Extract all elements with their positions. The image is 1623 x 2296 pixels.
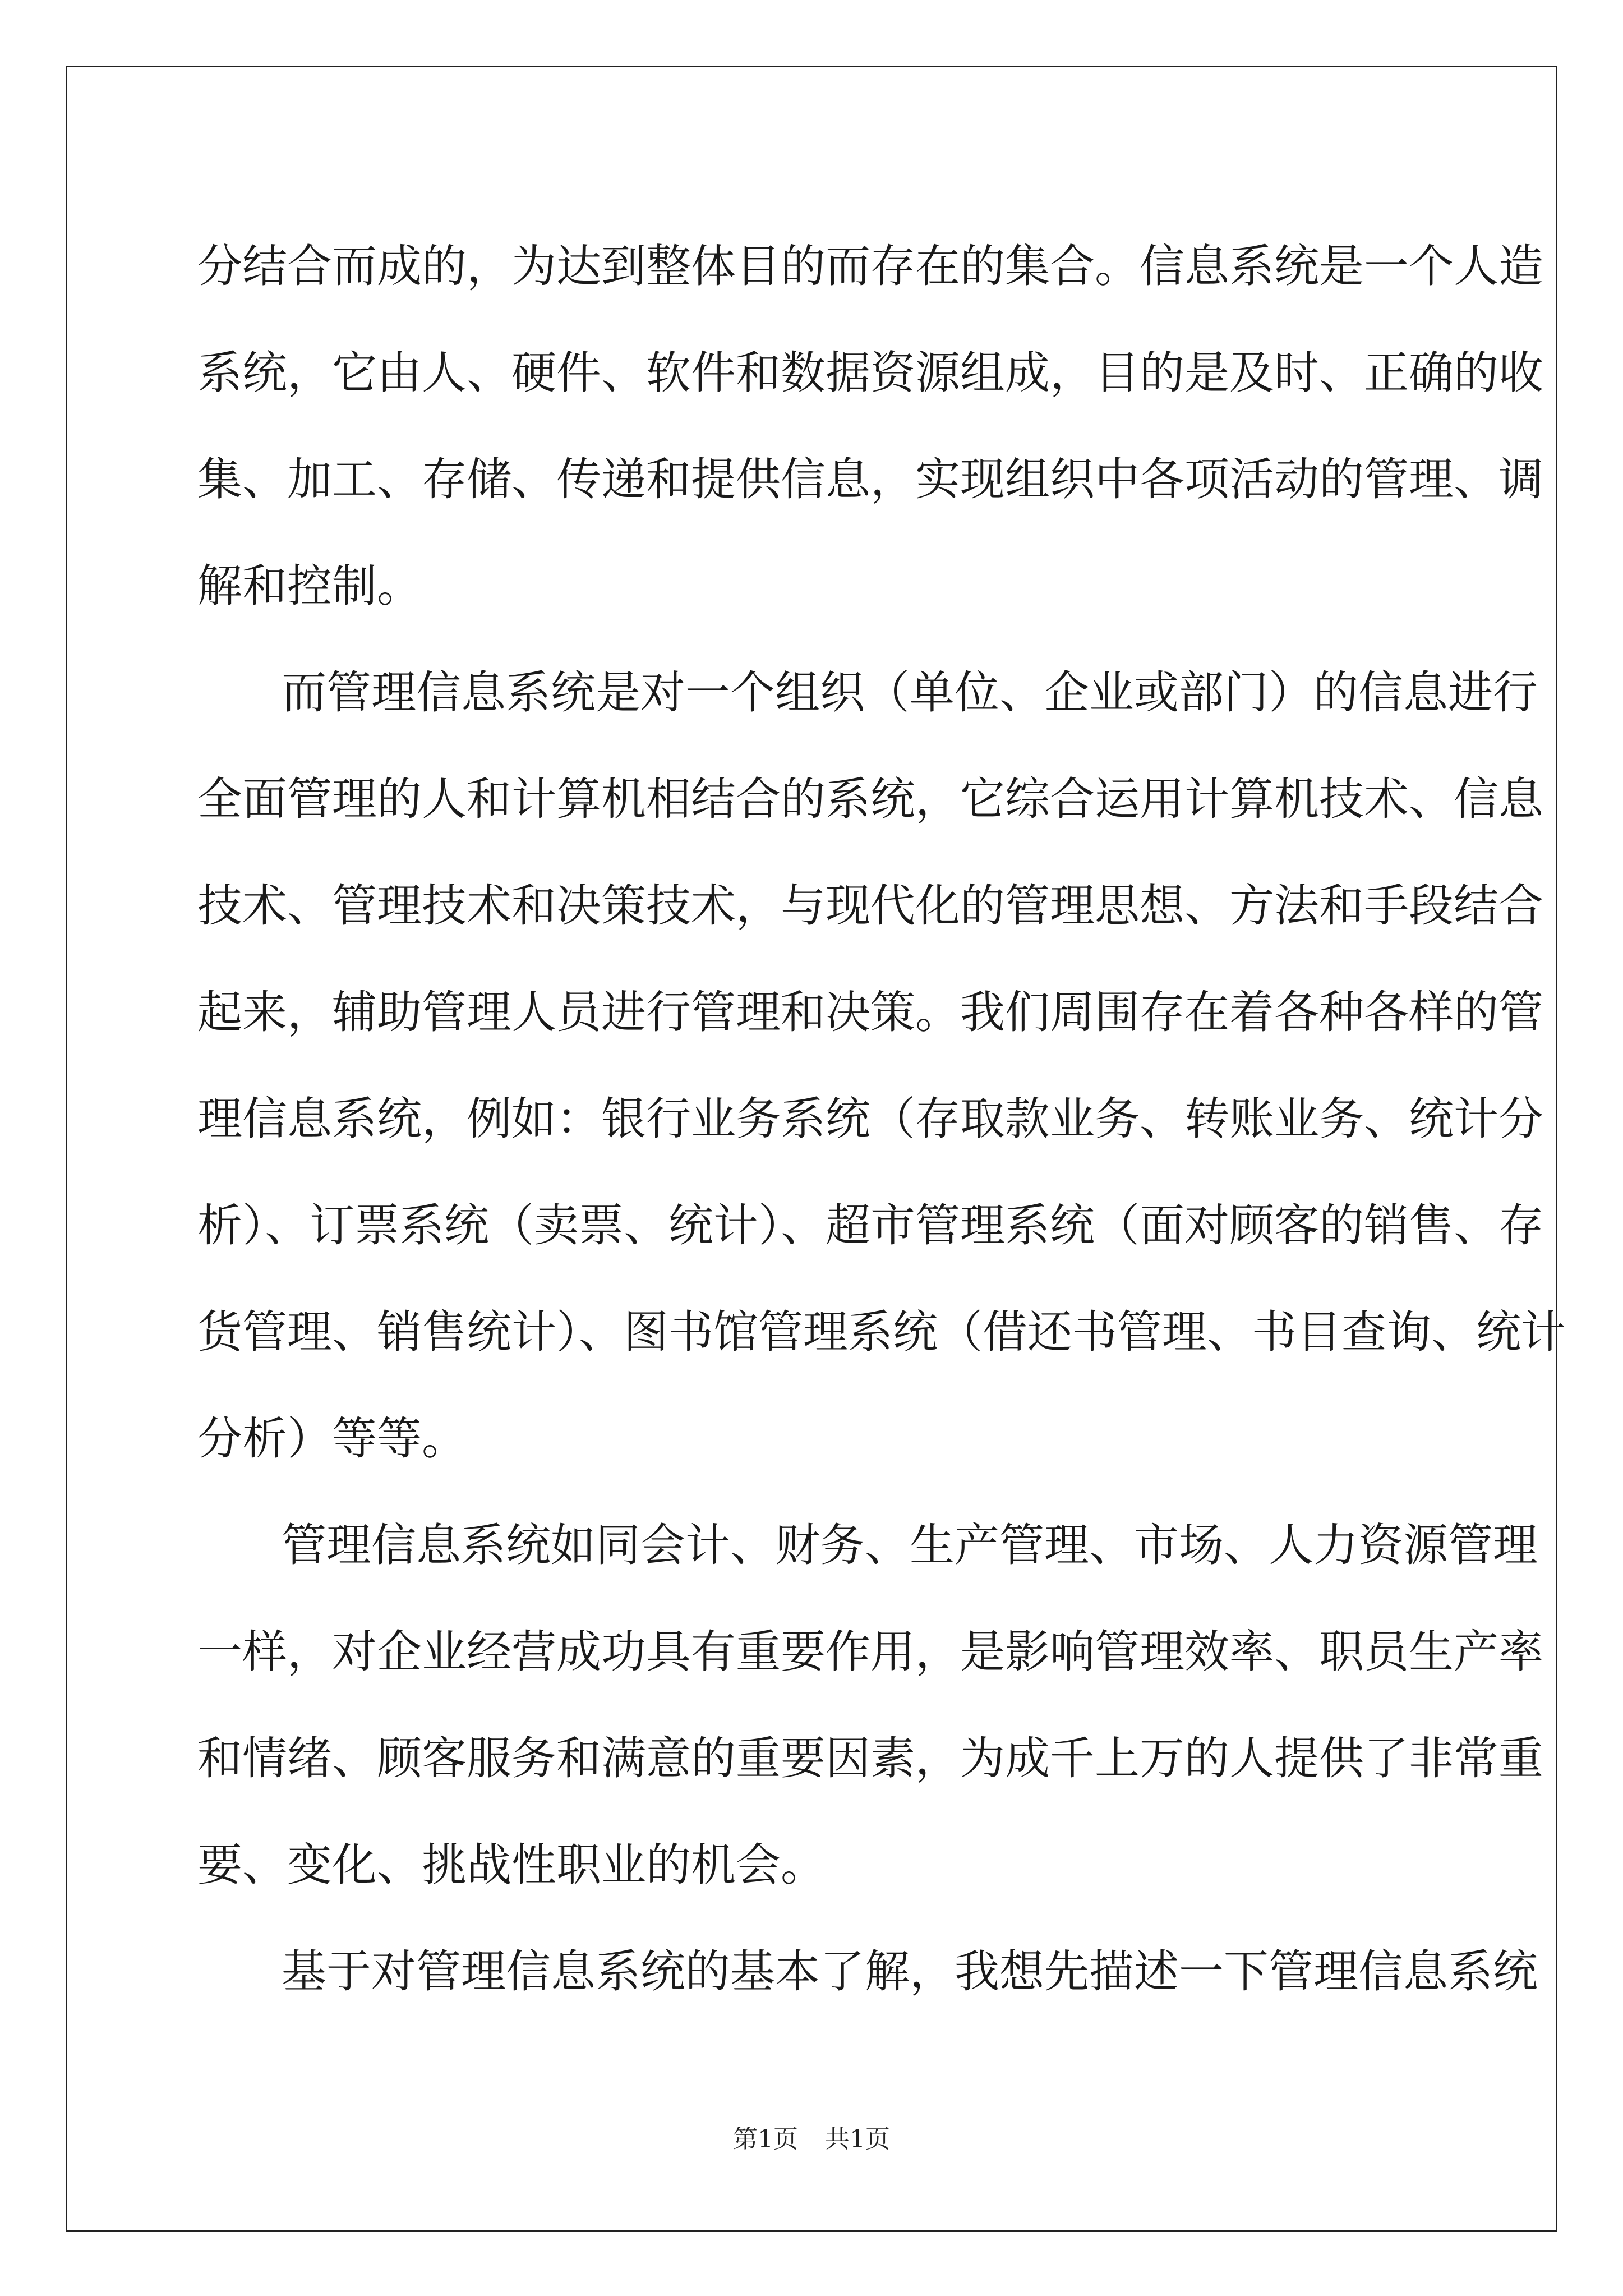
text-line: 理信息系统，例如：银行业务系统（存取款业务、转账业务、统计分 bbox=[197, 1093, 1543, 1145]
text-line: 货管理、销售统计）、图书馆管理系统（借还书管理、书目查询、统计 bbox=[197, 1306, 1566, 1358]
text-line: 集、加工、存储、传递和提供信息，实现组织中各项活动的管理、调 bbox=[197, 453, 1543, 505]
text-line: 系统，它由人、硬件、软件和数据资源组成，目的是及时、正确的收 bbox=[197, 347, 1543, 399]
paragraph-first-line: 基于对管理信息系统的基本了解，我想先描述一下管理信息系统 bbox=[282, 1945, 1538, 1998]
text-line: 技术、管理技术和决策技术，与现代化的管理思想、方法和手段结合 bbox=[197, 880, 1543, 932]
text-line: 分析）等等。 bbox=[197, 1412, 467, 1465]
page-number-current: 第1页 bbox=[733, 2125, 798, 2154]
page-footer bbox=[0, 2123, 1623, 2156]
paragraph-first-line: 而管理信息系统是对一个组织（单位、企业或部门）的信息进行 bbox=[282, 666, 1538, 719]
text-line: 一样，对企业经营成功具有重要作用，是影响管理效率、职员生产率 bbox=[197, 1626, 1543, 1678]
text-line: 要、变化、挑战性职业的机会。 bbox=[197, 1839, 826, 1891]
paragraph-first-line: 管理信息系统如同会计、财务、生产管理、市场、人力资源管理 bbox=[282, 1519, 1538, 1571]
text-line: 解和控制。 bbox=[197, 560, 422, 612]
page-number-total: 共1页 bbox=[825, 2125, 890, 2154]
text-line: 全面管理的人和计算机相结合的系统，它综合运用计算机技术、信息 bbox=[197, 773, 1543, 825]
text-line: 分结合而成的，为达到整体目的而存在的集合。信息系统是一个人造 bbox=[197, 240, 1543, 292]
text-line: 析）、订票系统（卖票、统计）、超市管理系统（面对顾客的销售、存 bbox=[197, 1199, 1543, 1251]
text-line: 和情绪、顾客服务和满意的重要因素，为成千上万的人提供了非常重 bbox=[197, 1732, 1543, 1784]
text-line: 起来，辅助管理人员进行管理和决策。我们周围存在着各种各样的管 bbox=[197, 986, 1543, 1038]
document-body bbox=[197, 213, 1566, 2025]
